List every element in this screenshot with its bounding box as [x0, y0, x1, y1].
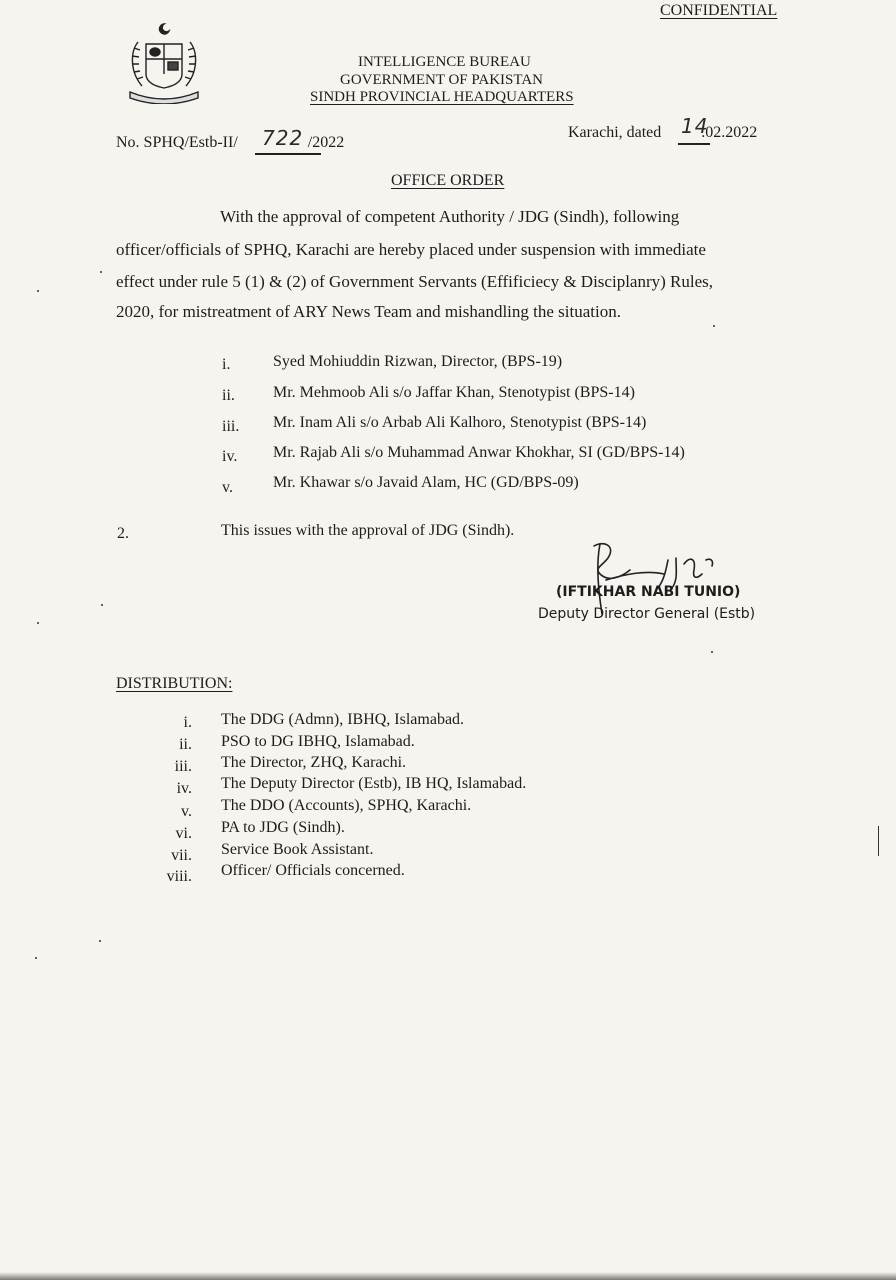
reference-date-blank: [678, 143, 710, 145]
distribution-item-text: Officer/ Officials concerned.: [221, 862, 405, 879]
distribution-item-text: The Director, ZHQ, Karachi.: [221, 754, 407, 771]
signatory-designation: Deputy Director General (Estb): [538, 606, 756, 622]
reference-number: [116, 134, 344, 152]
reference-number-suffix: /2022: [307, 134, 345, 151]
distribution-item-number: ii.: [179, 736, 192, 753]
scan-speck: [35, 957, 37, 959]
scan-speck: [100, 271, 102, 273]
distribution-item-text: The DDG (Admn), IBHQ, Islamabad.: [221, 711, 465, 728]
distribution-item-text: The Deputy Director (Estb), IB HQ, Islamabad.: [221, 775, 527, 792]
scan-bottom-edge: [0, 1272, 896, 1280]
official-item-text: Mr. Khawar s/o Javaid Alam, HC (GD/BPS-09): [273, 474, 579, 491]
scan-speck: [37, 290, 39, 292]
paragraph-2-text: This issues with the approval of JDG (Sindh).: [221, 522, 515, 539]
distribution-item-number: vi.: [175, 825, 192, 842]
state-emblem-logo: [124, 22, 204, 104]
scan-speck: [878, 826, 879, 856]
org-government: GOVERNMENT OF PAKISTAN: [340, 72, 543, 88]
office-order-title: OFFICE ORDER: [391, 172, 505, 189]
reference-date-handwritten: 14: [681, 114, 709, 138]
official-item-number: iv.: [222, 448, 238, 465]
paragraph-2-number: 2.: [117, 525, 129, 542]
scan-speck: [711, 651, 713, 653]
distribution-item-text: Service Book Assistant.: [221, 841, 374, 858]
scan-speck: [37, 622, 39, 624]
org-name: INTELLIGENCE BUREAU: [358, 54, 531, 70]
reference-number-handwritten: 722: [262, 126, 304, 150]
reference-date-prefix: Karachi, dated: [568, 124, 666, 141]
order-paragraph-line: officer/officials of SPHQ, Karachi are hereby placed under suspension with immediate: [116, 240, 706, 259]
distribution-item-number: v.: [181, 803, 192, 820]
official-item-text: Mr. Mehmoob Ali s/o Jaffar Khan, Stenotypist (BPS-14): [273, 384, 635, 401]
distribution-item-text: PSO to DG IBHQ, Islamabad.: [221, 733, 415, 750]
official-item-number: v.: [222, 479, 233, 496]
reference-number-blank: [255, 153, 321, 155]
distribution-item-number: iii.: [174, 758, 192, 775]
official-item-number: i.: [222, 356, 231, 373]
scan-speck: [99, 940, 101, 942]
distribution-item-number: viii.: [166, 868, 192, 885]
classification-label: CONFIDENTIAL: [660, 2, 778, 19]
order-paragraph-line: With the approval of competent Authority / JDG (Sindh), following: [220, 207, 680, 226]
order-paragraph-line: effect under rule 5 (1) & (2) of Government Servants (Effificiecy & Disciplanry) Rules,: [116, 272, 714, 291]
official-item-number: iii.: [222, 418, 240, 435]
scan-speck: [713, 325, 715, 327]
reference-number-prefix: No. SPHQ/Estb-II/: [116, 134, 238, 151]
distribution-item-number: vii.: [171, 847, 192, 864]
scan-speck: [101, 604, 103, 606]
reference-date-suffix: .02.2022: [701, 124, 758, 141]
org-headquarters: SINDH PROVINCIAL HEADQUARTERS: [310, 89, 574, 105]
order-paragraph-line: 2020, for mistreatment of ARY News Team and mishandling the situation.: [116, 302, 621, 321]
official-item-number: ii.: [222, 387, 235, 404]
distribution-title: DISTRIBUTION:: [116, 675, 233, 692]
reference-date: [568, 124, 757, 142]
distribution-item-text: The DDO (Accounts), SPHQ, Karachi.: [221, 797, 472, 814]
official-item-text: Mr. Inam Ali s/o Arbab Ali Kalhoro, Stenotypist (BPS-14): [273, 414, 647, 431]
distribution-item-text: PA to JDG (Sindh).: [221, 819, 345, 836]
signatory-name: (IFTIKHAR NABI TUNIO): [556, 584, 741, 600]
distribution-item-number: iv.: [176, 780, 192, 797]
official-item-text: Syed Mohiuddin Rizwan, Director, (BPS-19): [273, 353, 563, 370]
official-item-text: Mr. Rajab Ali s/o Muhammad Anwar Khokhar, SI (GD/BPS-14): [273, 444, 685, 461]
distribution-item-number: i.: [183, 714, 192, 731]
